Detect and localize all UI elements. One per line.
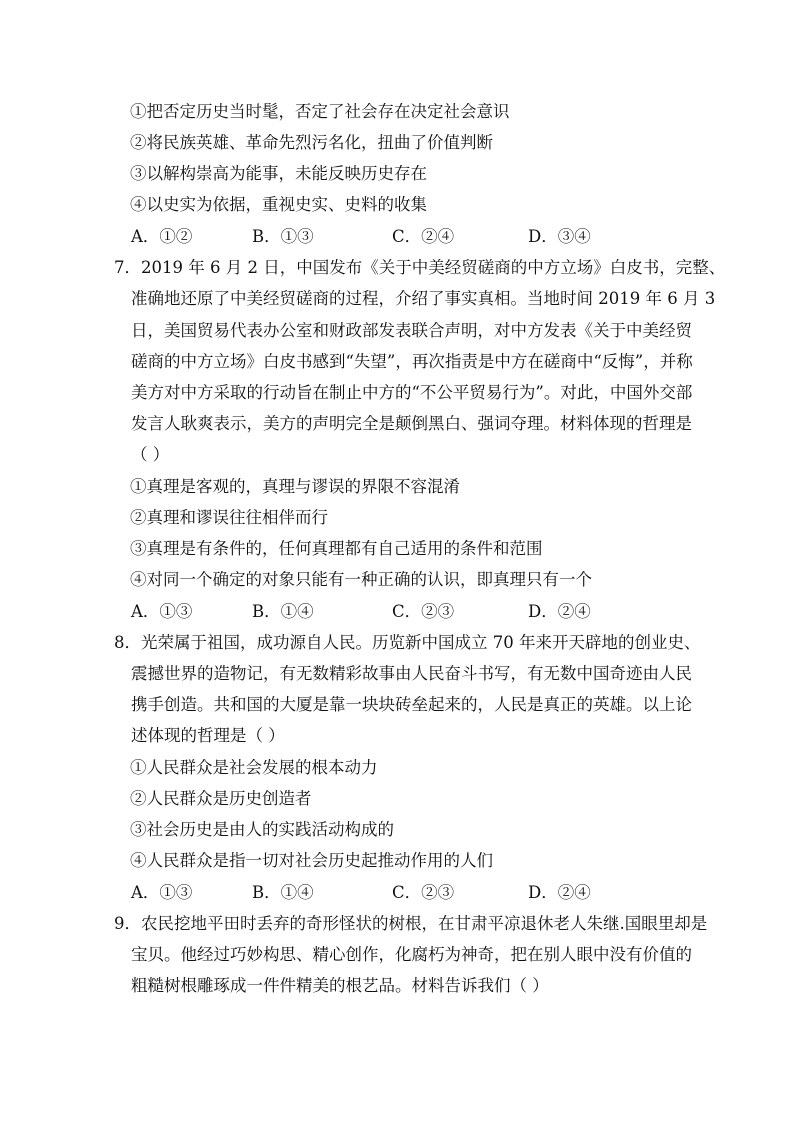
q6-statement-2: ②将民族英雄、革命先烈污名化，扭曲了价值判断	[130, 133, 493, 152]
q9-stem-line-2: 宝贝。他经过巧妙构思、精心创作，化腐朽为神奇，把在别人眼中没有价值的	[131, 945, 692, 964]
q6-option-b[interactable]: B．①③	[252, 227, 314, 246]
q7-stem-line-2: 准确地还原了中美经贸磋商的过程，介绍了事实真相。当地时间 2019 年 6 月 3	[131, 289, 716, 308]
q8-stem-line-1: 8．光荣属于祖国，成功源自人民。历览新中国成立 70 年来开天辟地的创业史、	[114, 633, 701, 652]
q8-option-c[interactable]: C．②③	[392, 883, 455, 902]
q7-stem-line-3: 日，美国贸易代表办公室和财政部发表联合声明，对中方发表《关于中美经贸	[131, 321, 692, 340]
q7-stem-line-4: 磋商的中方立场》白皮书感到“失望”，再次指责是中方在磋商中“反悔”，并称	[131, 352, 693, 371]
q8-option-a[interactable]: A．①③	[131, 883, 193, 902]
q8-stem-line-2: 震撼世界的造物记，有无数精彩故事由人民奋斗书写，有无数中国奇迹由人民	[131, 664, 692, 683]
q6-statement-4: ④以史实为依据，重视史实、史料的收集	[130, 195, 427, 214]
q9-stem-line-3: 粗糙树根雕琢成一件件精美的根艺品。材料告诉我们（ ）	[131, 976, 549, 995]
q7-statement-1: ①真理是客观的，真理与谬误的界限不容混淆	[130, 477, 460, 496]
q9-stem-line-1: 9．农民挖地平田时丢弃的奇形怪状的树根，在甘肃平凉退休老人朱继.国眼里却是	[114, 914, 708, 933]
q8-option-d[interactable]: D．②④	[528, 883, 591, 902]
q6-option-d[interactable]: D．③④	[528, 227, 591, 246]
q7-option-c[interactable]: C．②③	[392, 602, 455, 621]
q7-stem-line-1: 7．2019 年 6 月 2 日，中国发布《关于中美经贸磋商的中方立场》白皮书，完整、	[114, 258, 726, 277]
q6-statement-3: ③以解构崇高为能事，未能反映历史存在	[130, 164, 427, 183]
q8-statement-4: ④人民群众是指一切对社会历史起推动作用的人们	[130, 851, 493, 870]
q8-stem-line-4: 述体现的哲理是（ ）	[131, 726, 285, 745]
q6-statement-1: ①把否定历史当时髦，否定了社会存在决定社会意识	[130, 102, 510, 121]
q8-statement-2: ②人民群众是历史创造者	[130, 789, 312, 808]
q8-stem-line-3: 携手创造。共和国的大厦是靠一块块砖垒起来的，人民是真正的英雄。以上论	[131, 695, 692, 714]
q7-statement-2: ②真理和谬误往往相伴而行	[130, 508, 328, 527]
q8-statement-3: ③社会历史是由人的实践活动构成的	[130, 820, 394, 839]
q7-option-b[interactable]: B．①④	[252, 602, 314, 621]
q7-statement-4: ④对同一个确定的对象只能有一种正确的认识，即真理只有一个	[130, 570, 592, 589]
q7-answer-blank: （ ）	[131, 445, 170, 464]
q6-option-c[interactable]: C．②④	[392, 227, 455, 246]
q6-option-a[interactable]: A．①②	[131, 227, 193, 246]
q8-option-b[interactable]: B．①④	[252, 883, 314, 902]
q7-option-d[interactable]: D．②④	[528, 602, 591, 621]
q7-stem-line-6: 发言人耿爽表示，美方的声明完全是颠倒黑白、强词夺理。材料体现的哲理是	[131, 414, 692, 433]
q7-stem-line-5: 美方对中方采取的行动旨在制止中方的“不公平贸易行为”。对此，中国外交部	[131, 383, 693, 402]
q7-option-a[interactable]: A．①③	[131, 602, 193, 621]
q8-statement-1: ①人民群众是社会发展的根本动力	[130, 758, 378, 777]
q7-statement-3: ③真理是有条件的，任何真理都有自己适用的条件和范围	[130, 539, 543, 558]
